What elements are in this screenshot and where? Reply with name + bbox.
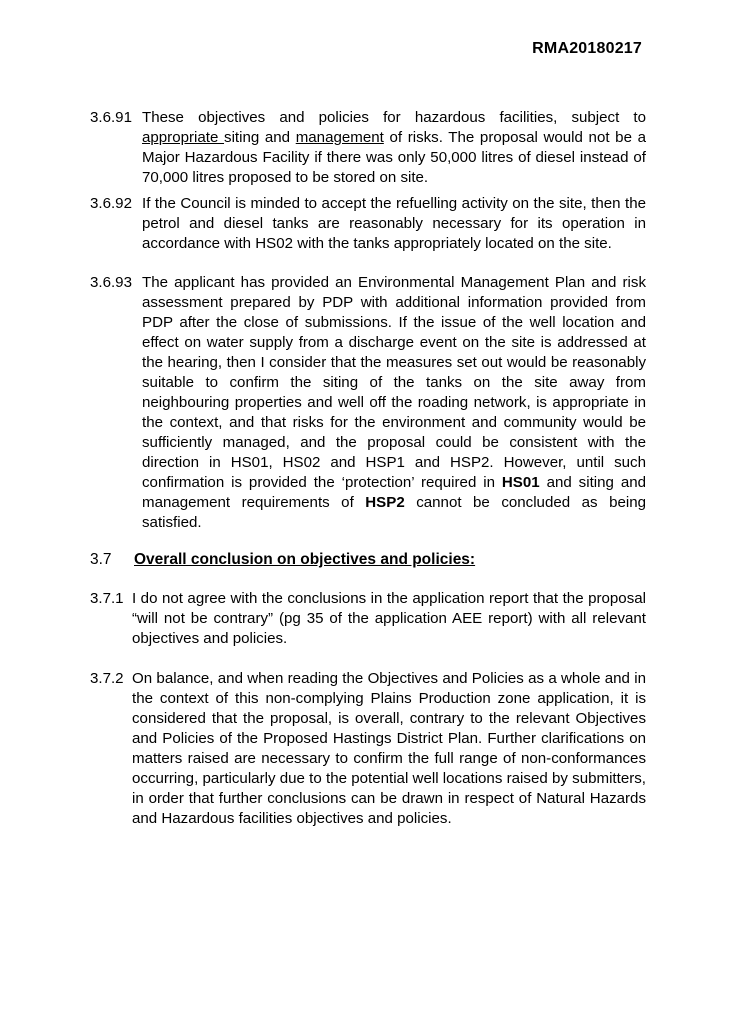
paragraph-number: 3.7.2 — [90, 670, 124, 687]
section-number: 3.7 — [90, 551, 112, 568]
paragraph-text: of risks. The proposal would not be a Major Hazardous Facility if there was only 50,000 litres of diesel instead of 70,000 litres proposed to be stored on site. — [142, 129, 646, 186]
paragraph-3-6-91 — [90, 108, 646, 188]
paragraph-3-7-1 — [90, 589, 646, 649]
paragraph-body: If the Council is minded to accept the refuelling activity on the site, then the petrol and diesel tanks are reasonably necessary for its operation in accordance with HS02 with the tanks appropriately located on the site. — [142, 195, 646, 252]
bold-text: HSP2 — [365, 494, 405, 511]
paragraph-number: 3.6.93 — [90, 274, 132, 291]
bold-text: HS01 — [501, 474, 540, 491]
paragraph-body — [142, 108, 646, 188]
paragraph-number: 3.7.1 — [90, 590, 124, 607]
paragraph-body: I do not agree with the conclusions in the application report that the proposal “will not be contrary” (pg 35 of the application AEE report) with all relevant objectives and policies. — [132, 590, 646, 647]
underlined-text: appropriate — [142, 129, 225, 146]
paragraph-number: 3.6.92 — [90, 195, 132, 212]
section-title: Overall conclusion on objectives and policies: — [134, 551, 476, 568]
paragraph-text: These objectives and policies for hazardous facilities, subject to — [142, 109, 646, 126]
paragraph-3-7-2 — [90, 669, 646, 829]
paragraph-3-6-93 — [90, 273, 646, 533]
paragraph-3-6-92 — [90, 194, 646, 254]
paragraph-number: 3.6.91 — [90, 109, 132, 126]
paragraph-body — [142, 273, 646, 533]
paragraph-body: On balance, and when reading the Objectives and Policies as a whole and in the context of this non-complying Plains Production zone application, it is considered that the proposal, is overall, contrary to the relevant Objectives and Policies of the Proposed Hastings District Plan. Further clarifications on matters raised are necessary to confirm the full range of non-conformances occurring, particularly due to the potential well locations raised by submitters, in order that further conclusions can be drawn in respect of Natural Hazards and Hazardous facilities objectives and policies. — [132, 670, 646, 827]
section-heading — [90, 550, 475, 570]
paragraph-text: siting and — [224, 129, 296, 146]
document-reference: RMA20180217 — [532, 40, 642, 57]
underlined-text: management — [295, 129, 384, 146]
paragraph-text: The applicant has provided an Environmental Management Plan and risk assessment prepared by PDP with additional information provided from PDP after the close of submissions. If the issue of the well location and effect on water supply from a discharge event on the site is addressed at the hearing, then I consider that the measures set out would be reasonably suitable to confirm the siting of the tanks on the site away from neighbouring properties and well off the roading network, is appropriate in the context, and that risks for the environment and community would be sufficiently managed, and the proposal could be consistent with the direction in HS01, HS02 and HSP1 and HSP2. However, until such confirmation is provided the ‘protection’ required in — [142, 274, 646, 491]
paragraph-text: cannot be concluded as being satisfied. — [142, 494, 647, 531]
paragraph-text: and siting and management requirements of — [142, 474, 646, 511]
